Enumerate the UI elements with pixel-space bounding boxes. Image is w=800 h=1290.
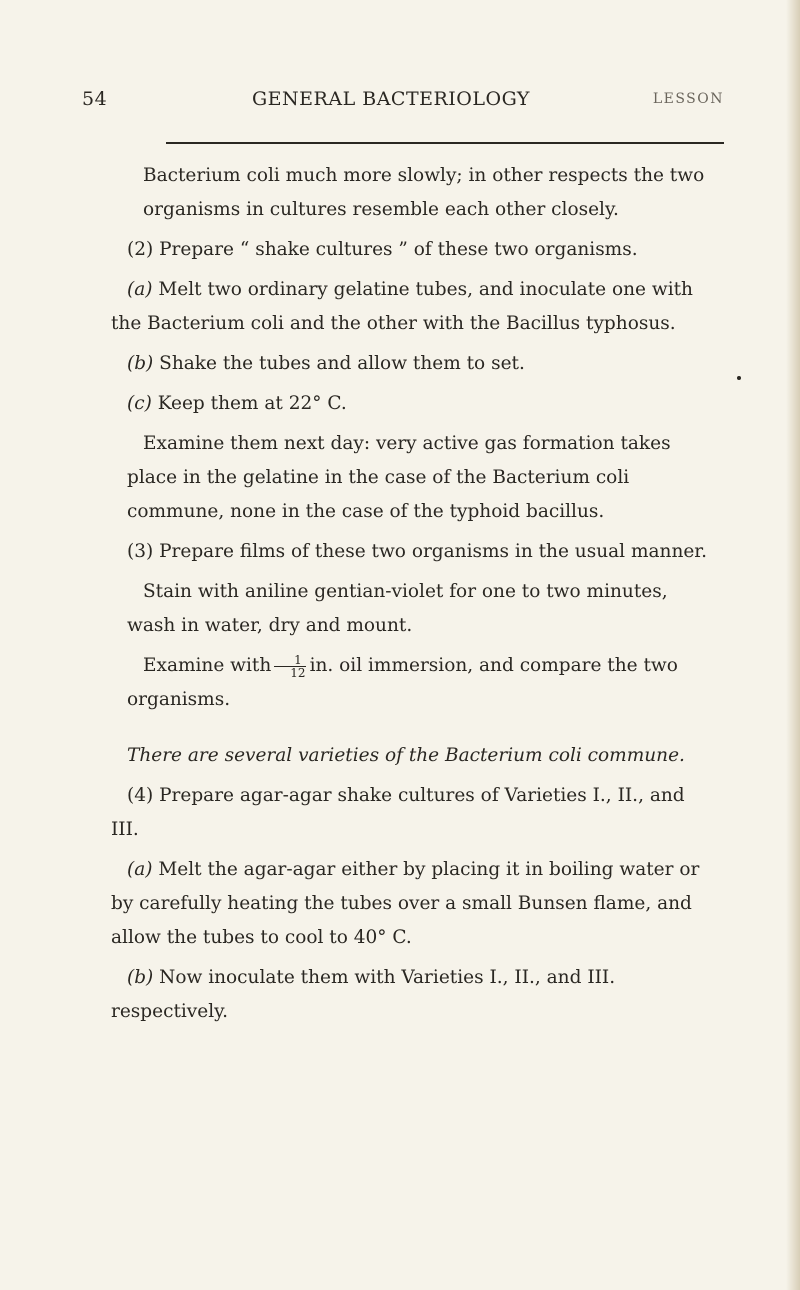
- fraction-denominator: 12: [274, 666, 305, 679]
- step-4b-text: Now inoculate them with Varieties I., II., and III. respectively.: [111, 967, 616, 1022]
- header-rule: [166, 142, 724, 144]
- paragraph-examine-gas: Examine them next day: very active gas formation takes place in the gelatine in the case of the Bacterium coli commune, none in the case of the typhoid bacillus.: [127, 433, 671, 522]
- label-4b: (b): [127, 967, 154, 988]
- running-header: [82, 88, 724, 118]
- examine-text-before: Examine with: [143, 655, 272, 676]
- examine-text-after: in. oil immersion, and compare the two organisms.: [127, 655, 678, 710]
- paragraph-step-2a: [111, 273, 711, 341]
- paragraph-step-4b: [111, 961, 711, 1029]
- paragraph-step-2: (2) Prepare “ shake cultures ” of these two organisms.: [127, 239, 638, 260]
- running-title: GENERAL BACTERIOLOGY: [252, 88, 530, 110]
- paragraph-stain: Stain with aniline gentian-violet for one to two minutes, wash in water, dry and mount.: [127, 581, 668, 636]
- label-c: (c): [127, 393, 152, 414]
- step-2b-text: Shake the tubes and allow them to set.: [159, 353, 525, 374]
- label-a: (a): [127, 279, 153, 300]
- body-text: [111, 159, 711, 1029]
- page-edge-shadow: [786, 0, 800, 1290]
- label-b: (b): [127, 353, 154, 374]
- paragraph-varieties-heading: [111, 739, 711, 773]
- fraction-one-twelfth: [274, 654, 305, 679]
- step-2a-text: Melt two ordinary gelatine tubes, and inoculate one with the Bacterium coli and the other with the Bacillus typhosus.: [111, 279, 693, 334]
- page-number: 54: [82, 88, 108, 110]
- fraction-numerator: 1: [294, 652, 302, 667]
- varieties-italic-text: There are several varieties of the Bacterium coli commune.: [127, 745, 685, 766]
- paragraph-step-3: (3) Prepare films of these two organisms in the usual manner.: [127, 541, 707, 562]
- section-label: LESSON: [652, 91, 724, 107]
- paragraph-step-4a: [111, 853, 711, 955]
- margin-speck: [737, 376, 741, 380]
- step-2c-text: Keep them at 22° C.: [157, 393, 347, 414]
- paragraph-examine-oil: [95, 649, 711, 717]
- paragraph-continuation: Bacterium coli much more slowly; in other respects the two organisms in cultures resemble each other closely.: [143, 165, 705, 220]
- step-4a-text: Melt the agar-agar either by placing it in boiling water or by carefully heating the tubes over a small Bunsen flame, and allow the tubes to cool to 40° C.: [111, 859, 700, 948]
- label-4a: (a): [127, 859, 153, 880]
- paragraph-step-2b: [111, 347, 711, 381]
- paragraph-step-2c: [111, 387, 711, 421]
- paragraph-step-4: (4) Prepare agar-agar shake cultures of Varieties I., II., and III.: [111, 785, 685, 840]
